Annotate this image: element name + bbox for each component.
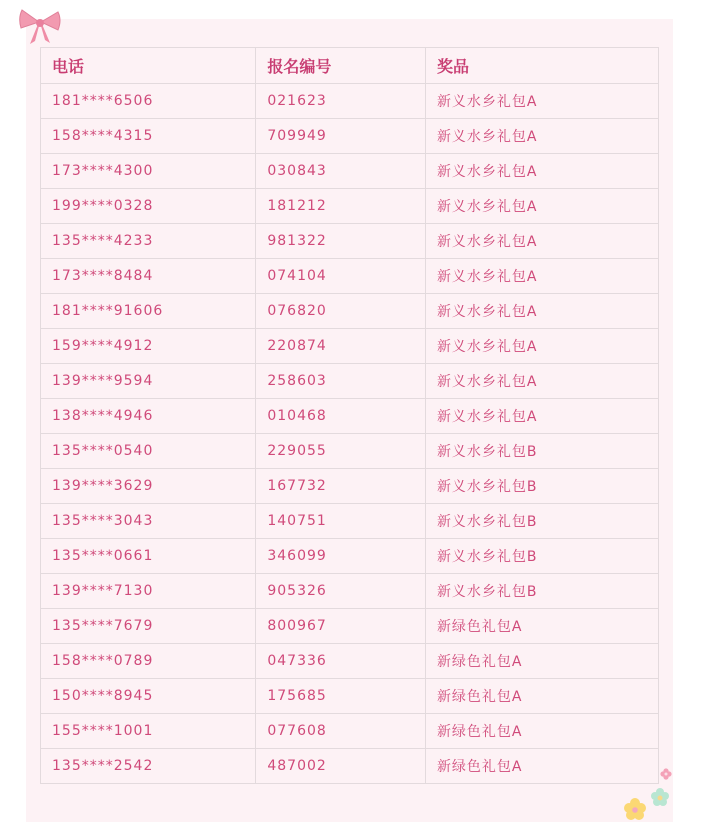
cell-prize: 新绿色礼包A [425,714,658,749]
table-row [41,119,659,154]
cell-phone: 158****0789 [41,644,256,679]
cell-registration-number: 346099 [256,539,426,574]
cell-prize: 新义水乡礼包A [425,189,658,224]
cell-registration-number: 220874 [256,329,426,364]
table-row [41,329,659,364]
cell-phone: 135****3043 [41,504,256,539]
cell-prize: 新义水乡礼包B [425,574,658,609]
cell-registration-number: 074104 [256,259,426,294]
table-row [41,259,659,294]
cell-prize: 新义水乡礼包A [425,329,658,364]
cell-phone: 173****8484 [41,259,256,294]
cell-phone: 139****9594 [41,364,256,399]
cell-phone: 135****0661 [41,539,256,574]
cell-prize: 新义水乡礼包A [425,154,658,189]
cell-phone: 139****7130 [41,574,256,609]
table-row [41,714,659,749]
cell-registration-number: 709949 [256,119,426,154]
cell-registration-number: 487002 [256,749,426,784]
table-row [41,749,659,784]
table-row [41,434,659,469]
table-row [41,504,659,539]
cell-phone: 181****6506 [41,84,256,119]
cell-prize: 新义水乡礼包A [425,399,658,434]
cell-prize: 新绿色礼包A [425,679,658,714]
table-row [41,364,659,399]
cell-prize: 新绿色礼包A [425,609,658,644]
flower-cluster-icon [620,764,680,828]
cell-registration-number: 021623 [256,84,426,119]
table-row [41,154,659,189]
table-body [41,84,659,784]
cell-prize: 新义水乡礼包A [425,84,658,119]
table-row [41,84,659,119]
cell-registration-number: 229055 [256,434,426,469]
cell-phone: 135****0540 [41,434,256,469]
cell-prize: 新义水乡礼包B [425,504,658,539]
table-row [41,539,659,574]
cell-phone: 139****3629 [41,469,256,504]
cell-registration-number: 047336 [256,644,426,679]
cell-prize: 新义水乡礼包A [425,364,658,399]
cell-registration-number: 905326 [256,574,426,609]
cell-phone: 158****4315 [41,119,256,154]
cell-prize: 新绿色礼包A [425,749,658,784]
cell-phone: 135****2542 [41,749,256,784]
cell-registration-number: 800967 [256,609,426,644]
cell-phone: 173****4300 [41,154,256,189]
table-row [41,574,659,609]
table-row [41,644,659,679]
cell-registration-number: 258603 [256,364,426,399]
table-row [41,224,659,259]
cell-prize: 新义水乡礼包A [425,294,658,329]
cell-registration-number: 181212 [256,189,426,224]
cell-registration-number: 076820 [256,294,426,329]
cell-prize: 新绿色礼包A [425,644,658,679]
cell-prize: 新义水乡礼包B [425,434,658,469]
cell-prize: 新义水乡礼包A [425,224,658,259]
table-header-row [41,48,659,84]
bow-icon [18,6,62,46]
cell-phone: 135****7679 [41,609,256,644]
cell-registration-number: 981322 [256,224,426,259]
column-header-registration-number: 报名编号 [256,48,426,84]
table-row [41,609,659,644]
table-row [41,294,659,329]
table-row [41,679,659,714]
cell-phone: 159****4912 [41,329,256,364]
cell-phone: 135****4233 [41,224,256,259]
cell-prize: 新义水乡礼包B [425,539,658,574]
table-row [41,399,659,434]
table-row [41,189,659,224]
cell-registration-number: 030843 [256,154,426,189]
cell-phone: 199****0328 [41,189,256,224]
cell-phone: 181****91606 [41,294,256,329]
cell-prize: 新义水乡礼包A [425,119,658,154]
winners-table [40,47,659,784]
cell-prize: 新义水乡礼包B [425,469,658,504]
cell-prize: 新义水乡礼包A [425,259,658,294]
cell-phone: 155****1001 [41,714,256,749]
table-row [41,469,659,504]
cell-phone: 138****4946 [41,399,256,434]
column-header-prize: 奖品 [425,48,658,84]
cell-registration-number: 167732 [256,469,426,504]
cell-phone: 150****8945 [41,679,256,714]
cell-registration-number: 077608 [256,714,426,749]
cell-registration-number: 175685 [256,679,426,714]
cell-registration-number: 140751 [256,504,426,539]
cell-registration-number: 010468 [256,399,426,434]
column-header-phone: 电话 [41,48,256,84]
